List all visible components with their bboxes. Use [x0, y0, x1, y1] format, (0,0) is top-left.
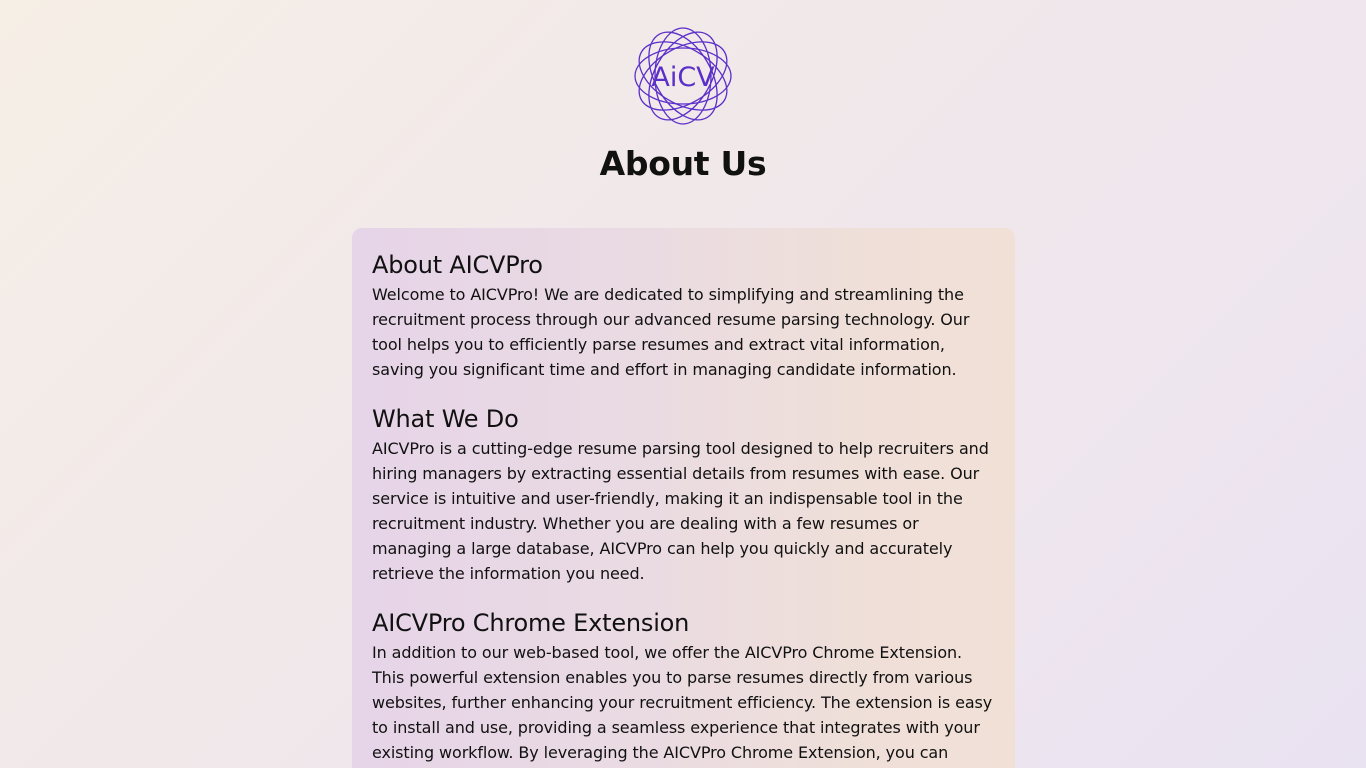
- section-title: What We Do: [372, 405, 519, 433]
- section-body: AICVPro is a cutting-edge resume parsing tool designed to help recruiters and hiring managers by extracting essential details from resumes with ease. Our service is intuitive and user-friendly, making it an indispensable tool in the recruitment industry. Whether you are dealing with a few resumes or managing a large database, AICVPro can help you quickly and accurately retrieve the information you need.: [372, 439, 989, 583]
- about-card: [352, 228, 1015, 768]
- section-title: AICVPro Chrome Extension: [372, 609, 690, 637]
- section-about-aicvpro: [372, 248, 995, 382]
- section-what-we-do: [372, 402, 995, 586]
- section-body: Welcome to AICVPro! We are dedicated to simplifying and streamlining the recruitment process through our advanced resume parsing technology. Our tool helps you to efficiently parse resumes and extract vital information, saving you significant time and effort in managing candidate information.: [372, 285, 970, 379]
- logo-text: AiCV: [651, 62, 715, 93]
- section-chrome-extension: [372, 606, 995, 765]
- page-title: About Us: [599, 144, 767, 183]
- aicv-logo[interactable]: [631, 24, 735, 128]
- section-title: About AICVPro: [372, 251, 543, 279]
- section-body: In addition to our web-based tool, we offer the AICVPro Chrome Extension. This powerful extension enables you to parse resumes directly from various websites, further enhancing your recruitment efficiency. The extension is easy to install and use, providing a seamless experience that integrates with your existing workflow. By leveraging the AICVPro Chrome Extension, you can: [372, 643, 993, 762]
